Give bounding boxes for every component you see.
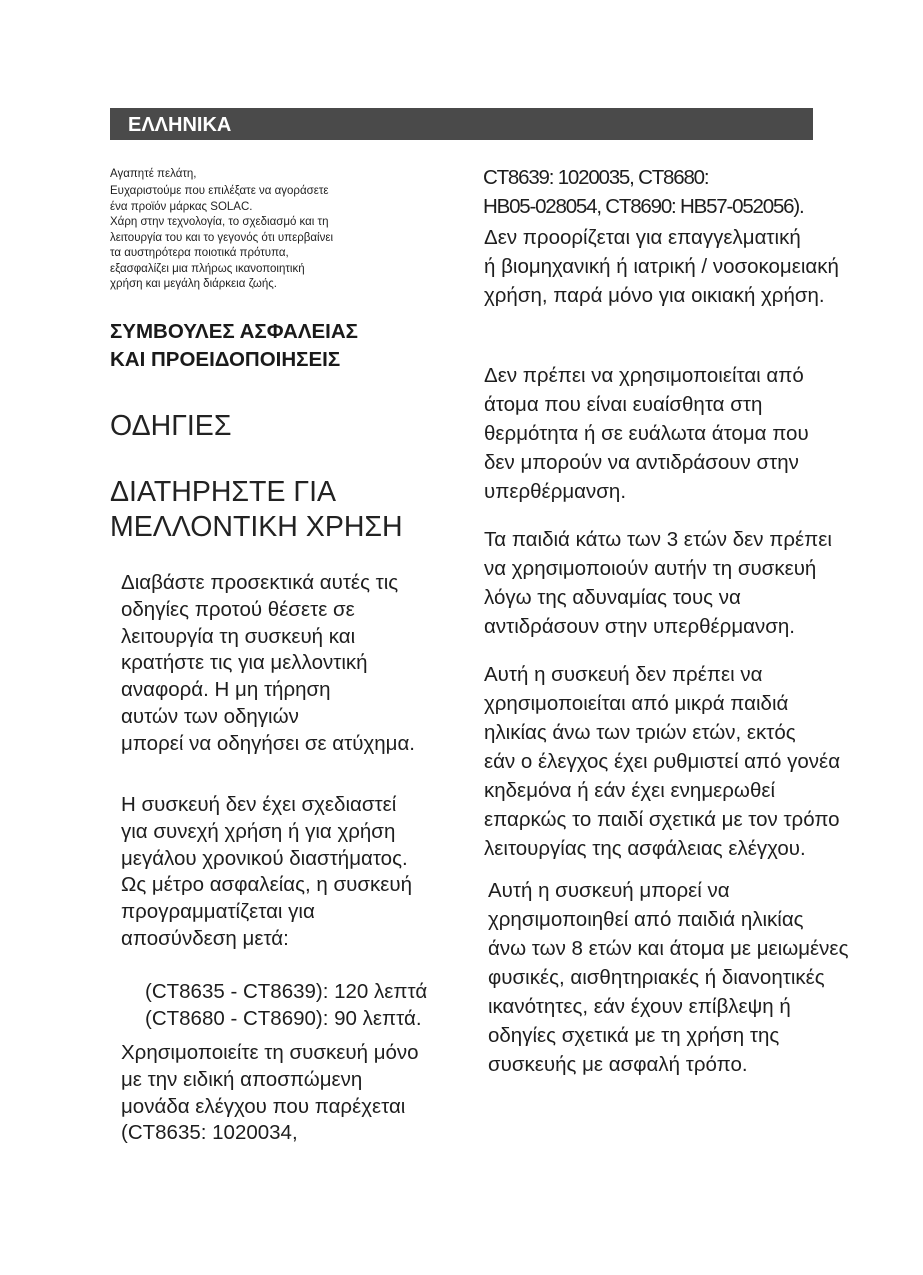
paragraph-line: εάν ο έλεγχος έχει ρυθμιστεί από γονέα xyxy=(484,750,841,773)
paragraph-line: Ως μέτρο ασφαλείας, η συσκευή xyxy=(121,873,413,897)
paragraph-line: κρατήστε τις για μελλοντική xyxy=(121,651,368,675)
paragraph-line: αναφορά. Η μη τήρηση xyxy=(121,678,331,702)
safety-heading xyxy=(110,318,358,374)
safety-heading-line: ΣΥΜΒΟΥΛΕΣ ΑΣΦΑΛΕΙΑΣ xyxy=(110,320,358,343)
paragraph-line: αυτών των οδηγιών xyxy=(121,704,299,728)
paragraph-line: προγραμματίζεται για xyxy=(121,900,315,924)
paragraph-line: Αυτή η συσκευή μπορεί να xyxy=(488,879,730,902)
paragraph-line: Χρησιμοποιείτε τη συσκευή μόνο xyxy=(121,1041,419,1064)
paragraph-line: ικανότητες, εάν έχουν επίβλεψη ή xyxy=(488,995,791,1018)
paragraph-line: Η συσκευή δεν έχει σχεδιαστεί xyxy=(121,793,397,816)
paragraph-line: χρησιμοποιείται από μικρά παιδιά xyxy=(484,692,789,715)
auto-shutoff-paragraph xyxy=(121,792,412,953)
paragraph-line: ή βιομηχανική ή ιατρική / νοσοκομειακή xyxy=(484,255,839,278)
paragraph-line: αποσύνδεση μετά: xyxy=(121,926,289,950)
intro-line: ένα προϊόν μάρκας SOLAC. xyxy=(110,200,253,213)
paragraph-line: οδηγίες προτού θέσετε σε xyxy=(121,597,355,621)
intro-line: Ευχαριστούμε που επιλέξατε να αγοράσετε xyxy=(110,185,329,197)
paragraph-line: μονάδα ελέγχου που παρέχεται xyxy=(121,1094,406,1118)
timer-line: (CT8680 - CT8690): 90 λεπτά. xyxy=(145,1006,422,1030)
paragraph-line: δεν μπορούν να αντιδράσουν στην xyxy=(484,451,799,474)
children-under-3-paragraph xyxy=(484,525,832,641)
paragraph-line: επαρκώς το παιδί σχετικά με τον τρόπο xyxy=(484,808,840,831)
paragraph-line: για συνεχή χρήση ή για χρήση xyxy=(121,819,396,843)
children-over-8-paragraph xyxy=(488,876,848,1079)
intro-line: εξασφαλίζει μια πλήρως ικανοποιητική xyxy=(110,262,305,275)
paragraph-line: χρησιμοποιηθεί από παιδιά ηλικίας xyxy=(488,908,804,931)
paragraph-line: με την ειδική αποσπώμενη xyxy=(121,1067,363,1091)
paragraph-line: λειτουργία τη συσκευή και xyxy=(121,624,356,648)
paragraph-line: άνω των 8 ετών και άτομα με μειωμένες xyxy=(488,937,849,960)
codes-line: HB05-028054, CT8690: HB57-052056). xyxy=(483,194,804,218)
control-unit-paragraph xyxy=(121,1040,419,1147)
paragraph-line: λόγω της αδυναμίας τους να xyxy=(484,586,741,609)
timer-line: (CT8635 - CT8639): 120 λεπτά xyxy=(145,980,428,1003)
paragraph-line: κηδεμόνα ή εάν έχει ενημερωθεί xyxy=(484,779,776,802)
paragraph-line: χρήση, παρά μόνο για οικιακή χρήση. xyxy=(484,284,825,307)
paragraph-line: Αυτή η συσκευή δεν πρέπει να xyxy=(484,663,763,686)
paragraph-line: θερμότητα ή σε ευάλωτα άτομα που xyxy=(484,422,809,445)
paragraph-line: Δεν πρέπει να χρησιμοποιείται από xyxy=(484,364,804,387)
language-title: ΕΛΛΗΝΙΚΑ xyxy=(128,114,232,136)
keep-title-line: ΔΙΑΤΗΡΗΣΤΕ ΓΙΑ xyxy=(110,476,337,508)
intro-line: λειτουργία του και το γεγονός ότι υπερβαίνει xyxy=(110,231,333,244)
codes-line: CT8639: 1020035, CT8680: xyxy=(483,166,709,189)
intro-line: χρήση και μεγάλη διάρκεια ζωής. xyxy=(110,278,277,290)
model-codes xyxy=(483,164,803,221)
paragraph-line: υπερθέρμανση. xyxy=(484,480,627,503)
safety-heading-line: ΚΑΙ ΠΡΟΕΙΔΟΠΟΙΗΣΕΙΣ xyxy=(110,348,341,371)
paragraph-line: Τα παιδιά κάτω των 3 ετών δεν πρέπει xyxy=(484,528,832,551)
heat-sensitive-paragraph xyxy=(484,361,809,506)
paragraph-line: μεγάλου χρονικού διαστήματος. xyxy=(121,846,408,870)
paragraph-line: μπορεί να οδηγήσει σε ατύχημα. xyxy=(121,731,415,755)
paragraph-line: συσκευής με ασφαλή τρόπο. xyxy=(488,1053,748,1076)
paragraph-line: Δεν προορίζεται για επαγγελματική xyxy=(484,226,801,249)
greeting: Αγαπητέ πελάτη, xyxy=(110,168,197,180)
language-banner xyxy=(110,108,813,140)
paragraph-line: λειτουργίας της ασφάλειας ελέγχου. xyxy=(484,837,806,860)
keep-title-line: ΜΕΛΛΟΝΤΙΚΗ ΧΡΗΣΗ xyxy=(110,511,403,543)
keep-for-future-title xyxy=(110,475,403,545)
usage-paragraph xyxy=(484,223,839,310)
paragraph-line: οδηγίες σχετικά με τη χρήση της xyxy=(488,1024,780,1047)
timer-values xyxy=(145,979,427,1033)
paragraph-line: ηλικίας άνω των τριών ετών, εκτός xyxy=(484,721,796,744)
paragraph-line: φυσικές, αισθητηριακές ή διανοητικές xyxy=(488,966,825,989)
paragraph-line: (CT8635: 1020034, xyxy=(121,1121,298,1145)
paragraph-line: Διαβάστε προσεκτικά αυτές τις xyxy=(121,571,399,594)
paragraph-line: να χρησιμοποιούν αυτήν τη συσκευή xyxy=(484,557,817,580)
intro-line: τα αυστηρότερα ποιοτικά πρότυπα, xyxy=(110,247,289,259)
small-children-paragraph xyxy=(484,660,840,863)
read-instructions-paragraph xyxy=(121,570,415,758)
intro-line: Χάρη στην τεχνολογία, το σχεδιασμό και τη xyxy=(110,216,329,228)
paragraph-line: αντιδράσουν στην υπερθέρμανση. xyxy=(484,615,796,638)
paragraph-line: άτομα που είναι ευαίσθητα στη xyxy=(484,393,763,416)
instructions-title: ΟΔΗΓΙΕΣ xyxy=(110,410,232,442)
intro-paragraph xyxy=(110,184,333,293)
